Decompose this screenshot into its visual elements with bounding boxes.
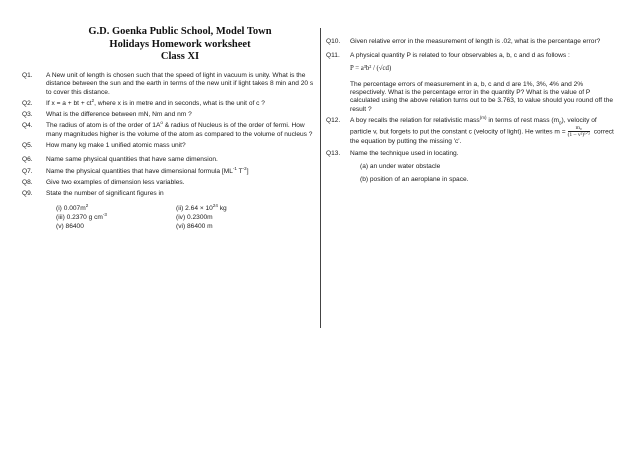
question-text-cont: & radius of Nucleus is of the order of fermi. How many magnitudes higher is the volume of the atom as compared to the volume of nucleus ? <box>46 122 313 138</box>
question-number: Q11. <box>326 52 340 60</box>
exponent: (m) <box>479 114 487 120</box>
worksheet-header <box>40 26 320 64</box>
question-9 <box>22 190 314 231</box>
sig-fig-item: (ii) $2.64 \times 10^{24}$ kg <box>176 202 227 212</box>
question-text: State the number of significant figures in <box>46 190 164 198</box>
question-number: Q6. <box>22 156 33 164</box>
question-number: Q5. <box>22 142 33 150</box>
question-text: Name the physical quantities that have dimensional formula [ML <box>46 167 233 175</box>
worksheet-title: Holidays Homework worksheet <box>109 38 251 50</box>
question-8 <box>22 179 314 187</box>
question-text: Name same physical quantities that have same dimension. <box>46 156 218 164</box>
sig-fig-item: (v) 86400 <box>56 223 84 231</box>
right-column <box>326 38 614 188</box>
exponent: 2 <box>91 97 95 103</box>
question-number: Q13. <box>326 149 341 157</box>
sig-fig-item: (vi) 86400 m <box>176 223 213 231</box>
left-column <box>22 72 314 234</box>
fraction-numerator: m₀ <box>568 125 590 132</box>
formula-p: P = a³b² / (√cd) <box>350 64 392 72</box>
question-text: What is the difference between mN, Nm and nm ? <box>46 111 192 119</box>
school-name: G.D. Goenka Public School, Model Town <box>88 26 272 37</box>
question-text: A New unit of length is chosen such that the speed of light in vacuum is unity. What is the distance between the sun and the earth in terms of the new unit if light takes 8 min and 20 s to cover this distance. <box>46 72 314 96</box>
question-number: Q2. <box>22 99 33 107</box>
question-text: Give two examples of dimension less variables. <box>46 178 185 186</box>
question-text: How many kg make 1 unified atomic mass unit? <box>46 142 186 150</box>
question-text: Name the technique used in locating. <box>350 149 459 157</box>
question-6 <box>22 156 314 164</box>
question-number: Q9. <box>22 190 33 198</box>
question-4 <box>22 122 314 139</box>
question-13 <box>326 150 614 185</box>
question-number: Q12. <box>326 117 341 125</box>
question-text: The radius of atom is of the order of 1A <box>46 122 161 130</box>
fraction-denominator: (1 – v²)¹ᐟ² <box>567 132 590 139</box>
subscript: 0 <box>559 120 562 126</box>
question-number: Q4. <box>22 122 33 130</box>
question-text: Given relative error in the measurement of length is .02, what is the percentage error? <box>350 38 601 45</box>
exponent: -1 <box>232 165 237 171</box>
question-number: Q8. <box>22 178 33 186</box>
exponent: -2 <box>242 165 247 171</box>
question-text-cont: , where x is in metre and in seconds, what is the unit of c ? <box>94 99 265 107</box>
class-label: Class XI <box>160 51 200 62</box>
sig-fig-item: (iv) 0.2300m <box>176 213 213 221</box>
question-7 <box>22 165 314 176</box>
question-10 <box>326 38 614 46</box>
question-text-cont: in terms of rest mass (m <box>486 117 560 125</box>
question-text-cont2: ), velocity of particle v, but forgets to put the constant c (velocity of light). He writes m = <box>350 117 597 136</box>
question-3 <box>22 111 314 119</box>
question-paragraph: The percentage errors of measurement in a, b, c and d are 1%, 3%, 4% and 2% respectively. What is the percentage error in the quantity P? What is the value of P calculated using the above relation turns out to be 3.763, to value should you round off the result ? <box>350 80 614 113</box>
question-text-end: ] <box>246 167 249 175</box>
mass-fraction <box>568 125 590 138</box>
column-divider <box>320 28 321 328</box>
question-text: A physical quantity P is related to four observables a, b, c and d as follows : <box>350 52 570 60</box>
sig-fig-item: (iii) 0.2370 g $cm^{-3}$ <box>56 211 107 221</box>
question-text-cont: T <box>236 167 243 175</box>
question-5 <box>22 142 314 150</box>
question-11 <box>326 52 614 114</box>
sub-item-b: (b) position of an aeroplane in space. <box>360 176 469 184</box>
question-text: A boy recalls the relation for relativistic mass <box>350 117 480 125</box>
question-number: Q10. <box>326 38 341 45</box>
question-12 <box>326 114 614 147</box>
sig-fig-list <box>46 202 314 232</box>
question-number: Q1. <box>22 72 33 79</box>
question-text-end: correct the equation by putting the missing 'c'. <box>350 128 614 146</box>
question-text: If x = a + bt + ct <box>46 99 92 107</box>
sig-fig-item: (i) $0.007m^2$ <box>56 202 89 212</box>
exponent: o <box>160 120 163 126</box>
question-number: Q7. <box>22 167 33 175</box>
question-number: Q3. <box>22 111 33 119</box>
question-1 <box>22 72 314 97</box>
question-2 <box>22 97 314 108</box>
sub-item-a: (a) an under water obstacle <box>360 162 441 170</box>
